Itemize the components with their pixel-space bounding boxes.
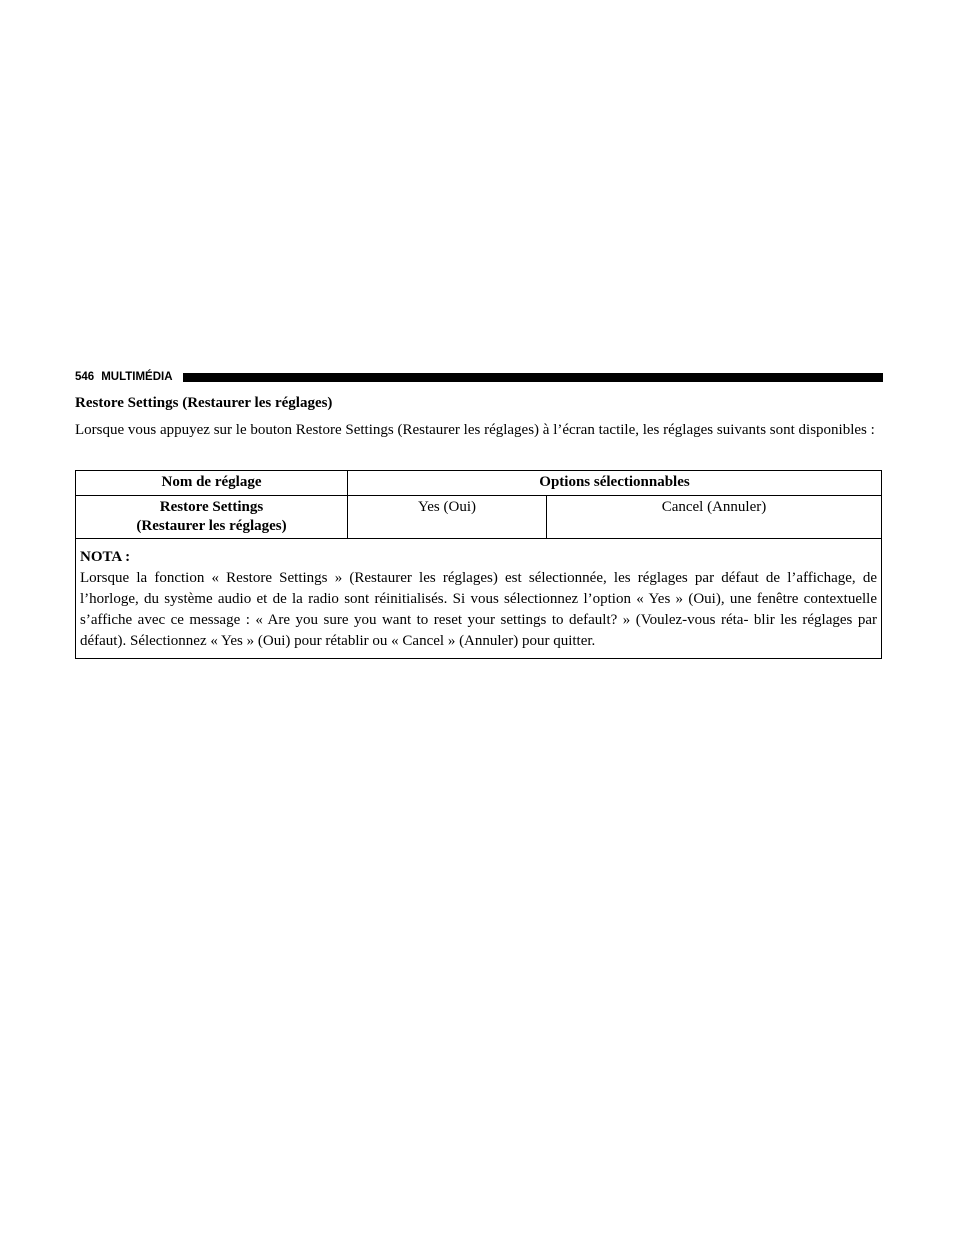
table-row — [76, 496, 882, 539]
intro-paragraph: Lorsque vous appuyez sur le bouton Restore Settings (Restaurer les réglages) à l’écran tactile, les réglages suivants sont disponibles : — [75, 422, 875, 438]
option-yes-cell: Yes (Oui) — [348, 496, 547, 539]
column-header-name: Nom de réglage — [76, 471, 348, 496]
setting-name-cell — [76, 496, 348, 539]
section-heading: Restore Settings (Restaurer les réglages) — [75, 395, 333, 411]
page-number: 546 — [75, 371, 95, 383]
column-header-options: Options sélectionnables — [348, 471, 882, 496]
settings-table — [75, 470, 882, 659]
note-row — [76, 539, 882, 659]
page-header — [75, 370, 883, 384]
table-header-row — [76, 471, 882, 496]
note-cell — [76, 539, 882, 659]
note-text: Lorsque la fonction « Restore Settings » (Restaurer les réglages) est sélectionnée, les réglages par défaut de l’affichage, de l’horloge, du système audio et de la radio sont réinitialisés. Si vous sélectionnez l’option « Yes » (Oui), une fenêtre contextuelle s’affiche avec ce message : « Are you sure you want to reset your settings to default? » (Voulez-vous réta- blir les réglages par défaut). Sélectionnez « Yes » (Oui) pour rétablir ou « Cancel » (Annuler) pour quitter. — [80, 570, 877, 649]
section-name: MULTIMÉDIA — [101, 371, 173, 383]
setting-name-line1: Restore Settings — [159, 499, 264, 515]
note-label: NOTA : — [80, 549, 131, 565]
setting-name-line2: (Restaurer les réglages) — [136, 518, 287, 534]
header-rule — [183, 373, 883, 382]
option-cancel-cell: Cancel (Annuler) — [546, 496, 881, 539]
